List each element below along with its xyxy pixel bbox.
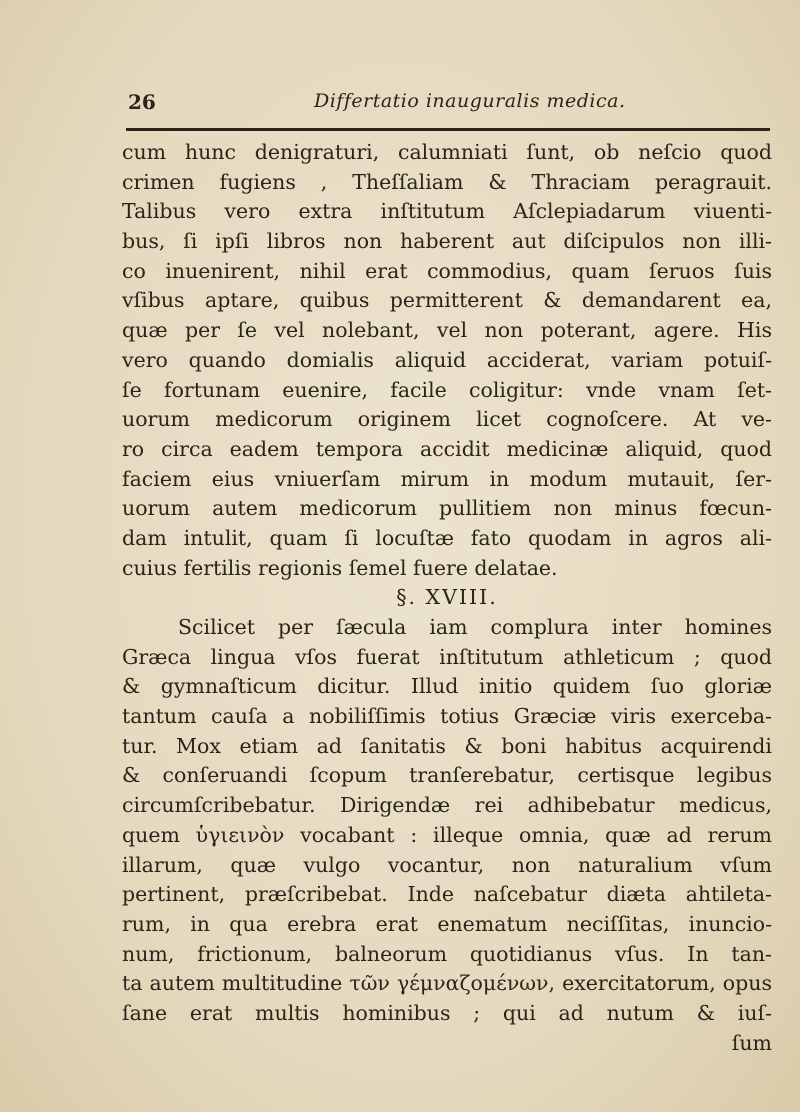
paragraph-2 <box>122 613 772 1058</box>
text-line: ſane erat multis hominibus ; qui ad nutum & iuſ- <box>122 1000 772 1025</box>
text-line: num, frictionum, balneorum quotidianus vſus. In tan- <box>122 941 772 966</box>
page-number: 26 <box>128 90 156 114</box>
text-line: Talibus vero extra inſtitutum Aſclepiadarum viuenti- <box>122 199 772 224</box>
running-title: Differtatio inauguralis medica. <box>314 90 626 112</box>
text-line: cuius fertilis regionis ſemel fuere delatae. <box>122 555 558 580</box>
text-line: illarum, quæ vulgo vocantur, non naturalium vſum <box>122 852 772 877</box>
text-line: ſe fortunam euenire, facile coligitur: vnde vnam ſet- <box>122 377 772 402</box>
text-line: & gymnaſticum dicitur. Illud initio quidem ſuo gloriæ <box>122 674 772 699</box>
text-line: pertinent, præſcribebat. Inde naſcebatur diæta ahtileta- <box>122 882 772 907</box>
text-line: tur. Mox etiam ad ſanitatis & boni habitus acquirendi <box>122 733 772 758</box>
text-line: bus, ſi ipſi libros non haberent aut diſcipulos non illi- <box>122 229 772 254</box>
page-header <box>128 84 768 120</box>
text-line: Scilicet per ſæcula iam complura inter homines <box>178 615 772 639</box>
text-line: circumſcribebatur. Dirigendæ rei adhibebatur medicus, <box>122 793 772 818</box>
catchword: ſum <box>731 1030 772 1055</box>
section-heading: §. XVIII. <box>396 585 498 610</box>
text-line: faciem eius vniuerſam mirum in modum mutauit, ſer- <box>122 466 772 491</box>
text-line: & conſeruandi ſcopum tranſerebatur, certisque legibus <box>122 763 772 788</box>
text-line: vſibus aptare, quibus permitterent & demandarent ea, <box>122 288 772 313</box>
text-line: cum hunc denigraturi, calumniati ſunt, ob neſcio quod <box>122 140 772 164</box>
text-line: uorum autem medicorum pullitiem non minus fœcun- <box>122 496 772 521</box>
page-body <box>122 138 772 1058</box>
text-line: co inuenirent, nihil erat commodius, quam ſeruos ſuis <box>122 258 772 283</box>
text-line: dam intulit, quam ſi locuſtæ fato quodam in agros ali- <box>122 525 772 550</box>
text-line: ta autem multitudine τῶν γέμναζομένων, exercitatorum, opus <box>122 971 772 996</box>
text-line: uorum medicorum originem licet cognoſcere. At ve- <box>122 407 772 432</box>
text-line: Græca lingua vſos fuerat inſtitutum athleticum ; quod <box>122 644 772 669</box>
header-rule <box>126 128 770 131</box>
text-line: rum, in qua erebra erat enematum neciſſitas, inuncio- <box>122 911 772 936</box>
text-line: quem ὑγιεινὸν vocabant : illeque omnia, quæ ad rerum <box>122 822 772 847</box>
text-line: crimen fugiens , Theſſaliam & Thraciam peragrauit. <box>122 169 772 194</box>
text-line: vero quando domialis aliquid acciderat, variam potuiſ- <box>122 347 772 372</box>
text-line: tantum cauſa a nobiliſſimis totius Græciæ viris exerceba- <box>122 704 772 729</box>
text-line: ro circa eadem tempora accidit medicinæ aliquid, quod <box>122 436 772 461</box>
text-line: quæ per ſe vel nolebant, vel non poterant, agere. His <box>122 318 772 343</box>
paragraph-1 <box>122 138 772 583</box>
